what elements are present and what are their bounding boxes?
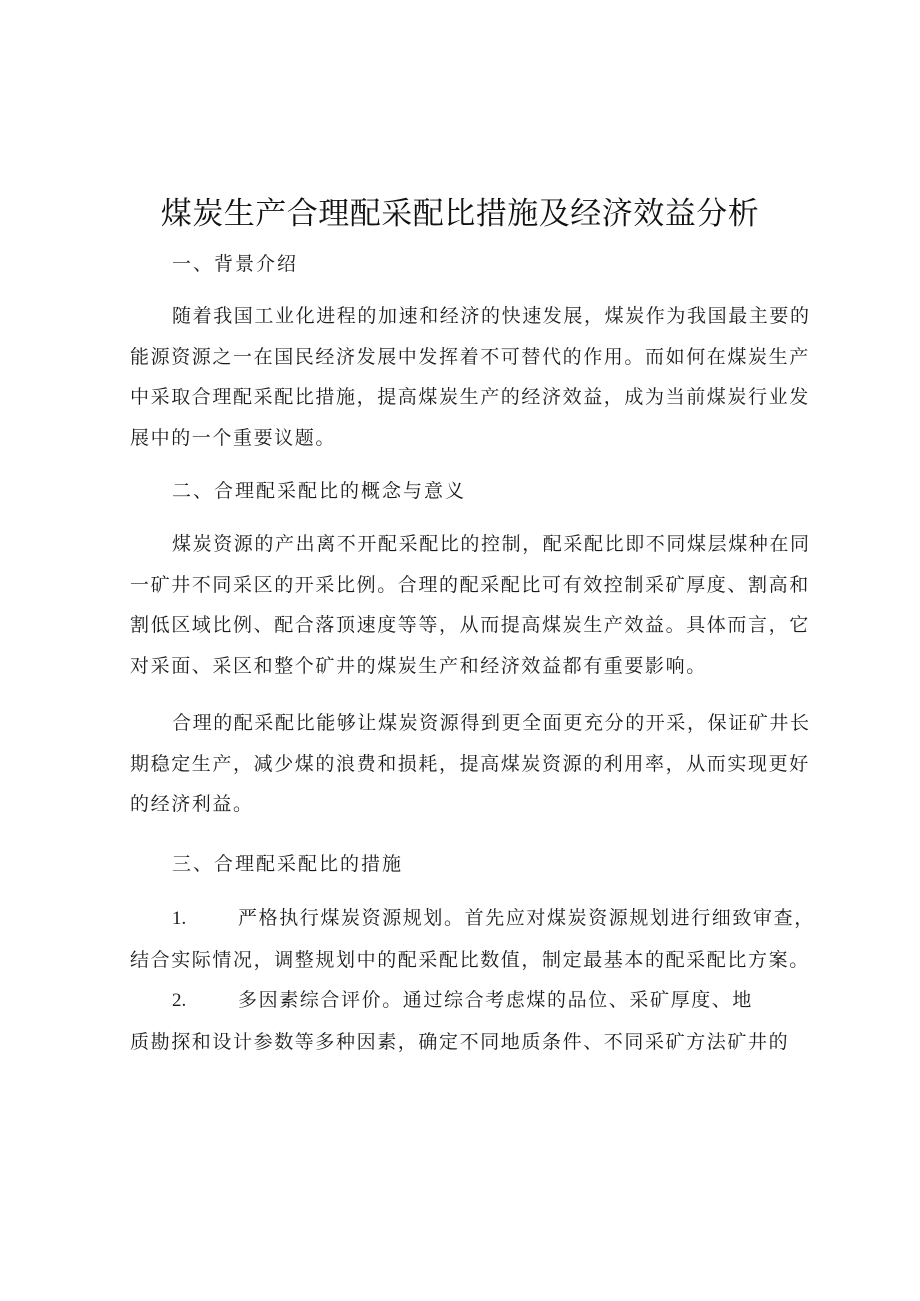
paragraph-background — [130, 296, 811, 458]
list-item-number: 2. — [172, 990, 187, 1011]
document-title: 煤炭生产合理配采配比措施及经济效益分析 — [160, 196, 760, 232]
paragraph-line: 随着我国工业化进程的加速和经济的快速发展，煤炭作为我国最主要的 — [172, 305, 811, 327]
list-item-first-line — [130, 898, 815, 940]
list-item-text: 多因素综合评价。通过综合考虑煤的品位、采矿厚度、地 — [238, 989, 754, 1011]
paragraph-line: 能源资源之一在国民经济发展中发挥着不可替代的作用。而如何在煤炭生产 — [130, 345, 810, 368]
paragraph-line: 中采取合理配采配比措施，提高煤炭生产的经济效益，成为当前煤炭行业发 — [130, 386, 810, 408]
paragraph-line: 期稳定生产，减少煤的浪费和损耗，提高煤炭资源的利用率，从而实现更好 — [130, 752, 810, 775]
list-item-text: 严格执行煤炭资源规划。首先应对煤炭资源规划进行细致审查， — [238, 907, 815, 929]
list-item-first-line — [130, 980, 792, 1022]
paragraph-concept — [130, 524, 811, 686]
paragraph-line: 的经济利益。 — [130, 793, 254, 815]
paragraph-significance — [130, 703, 811, 825]
paragraph-line: 质勘探和设计参数等多种因素，确定不同地质条件、不同采矿方法矿井的 — [130, 1030, 790, 1053]
list-item — [130, 980, 792, 1062]
paragraph-line: 割低区域比例、配合落顶速度等等，从而提高煤炭生产效益。具体而言，它 — [130, 614, 810, 636]
section-heading-concept: 二、合理配采配比的概念与意义 — [172, 480, 467, 502]
list-item-number: 1. — [172, 908, 187, 929]
section-heading-background: 一、背景介绍 — [172, 253, 299, 275]
paragraph-line: 煤炭资源的产出离不开配采配比的控制，配采配比即不同煤层煤种在同 — [172, 533, 811, 555]
paragraph-line: 对采面、采区和整个矿井的煤炭生产和经济效益都有重要影响。 — [130, 654, 707, 677]
paragraph-line: 展中的一个重要议题。 — [130, 426, 337, 449]
paragraph-line: 结合实际情况，调整规划中的配采配比数值，制定最基本的配采配比方案。 — [130, 948, 810, 971]
paragraph-line: 一矿井不同采区的开采比例。合理的配采配比可有效控制采矿厚度、割高和 — [130, 573, 810, 596]
paragraph-line: 合理的配采配比能够让煤炭资源得到更全面更充分的开采，保证矿井长 — [172, 712, 811, 734]
list-item — [130, 898, 815, 980]
section-heading-measures: 三、合理配采配比的措施 — [172, 853, 404, 875]
